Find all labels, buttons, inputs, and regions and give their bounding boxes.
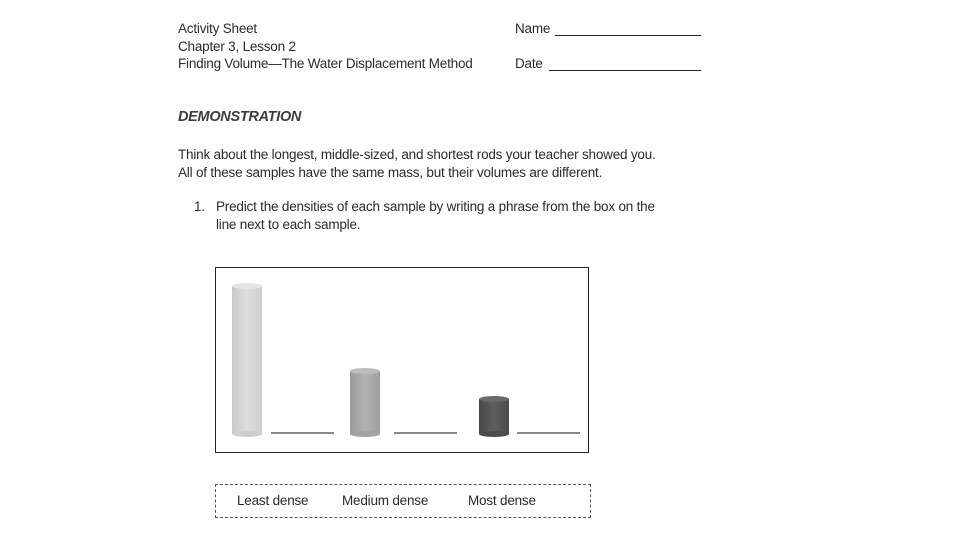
name-field-line[interactable] <box>555 35 701 36</box>
sheet-header <box>178 20 473 73</box>
section-title: DEMONSTRATION <box>178 109 302 125</box>
rod-middle <box>350 368 380 437</box>
question-1 <box>194 198 655 233</box>
date-field-line[interactable] <box>549 70 701 71</box>
question-line-1: Predict the densities of each sample by writing a phrase from the box on the <box>216 199 655 214</box>
chapter-lesson: Chapter 3, Lesson 2 <box>178 38 296 54</box>
name-label: Name <box>515 21 551 36</box>
intro-line-1: Think about the longest, middle-sized, and shortest rods your teacher showed you. <box>178 147 656 162</box>
question-number: 1. <box>194 199 205 214</box>
date-label: Date <box>515 56 543 71</box>
rods-illustration <box>216 268 587 451</box>
phrase-most-dense: Most dense <box>468 493 536 508</box>
intro-text <box>178 146 656 181</box>
rods-figure <box>215 267 589 453</box>
intro-line-2: All of these samples have the same mass, but their volumes are different. <box>178 164 603 180</box>
sheet-type: Activity Sheet <box>178 21 257 36</box>
question-line-2: line next to each sample. <box>216 216 361 232</box>
phrase-box <box>215 484 591 518</box>
phrase-medium-dense: Medium dense <box>342 493 429 508</box>
rod-longest <box>232 283 262 437</box>
phrase-least-dense: Least dense <box>237 493 309 508</box>
lesson-title: Finding Volume—The Water Displacement Method <box>178 56 473 71</box>
rod-shortest <box>479 396 509 437</box>
